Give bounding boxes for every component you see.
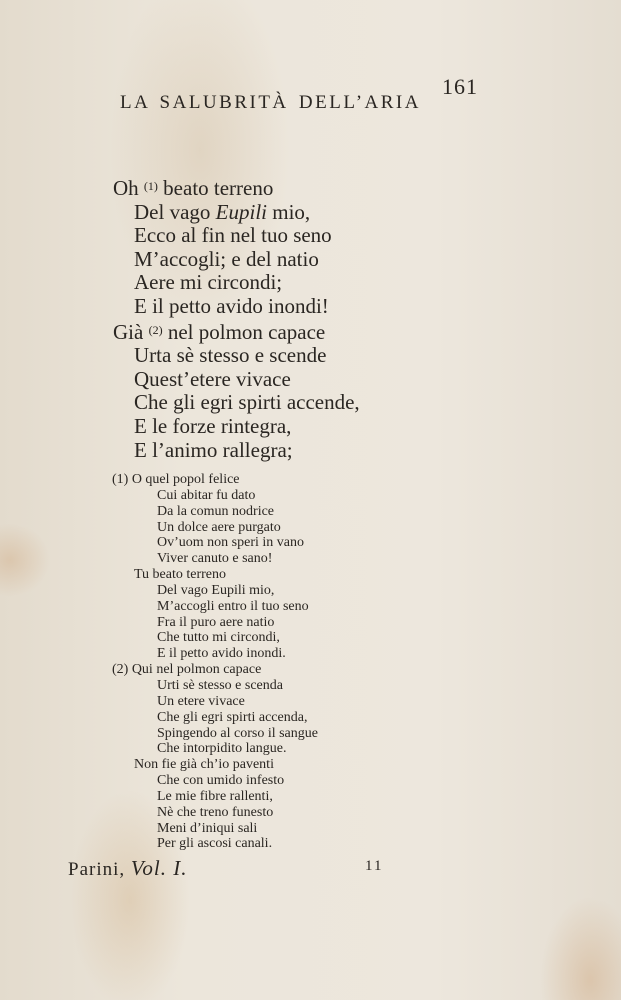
poem-line: Urta sè stesso e scende: [134, 343, 327, 368]
page-number: 161: [442, 74, 478, 99]
poem-line-text: Del vago: [134, 199, 216, 224]
poem-line: E il petto avido inondi!: [134, 293, 329, 318]
footnote-line: Che con umido infesto: [157, 773, 285, 789]
footnote-line: (1) O quel popol felice: [112, 472, 240, 487]
footnote-line: Che intorpidito langue.: [157, 741, 287, 757]
footnote-line: Nè che treno funesto: [157, 804, 274, 820]
footnote-line: Spingendo al corso il sangue: [157, 725, 318, 741]
poem-line: E le forze rintegra,: [134, 413, 292, 438]
poem-line: Aere mi circondi;: [134, 270, 283, 295]
footnote-line: Viver canuto e sano!: [157, 551, 273, 567]
poem-line: M’accogli; e del natio: [134, 246, 319, 271]
signature-number: 11: [365, 858, 384, 874]
footnote-line: Per gli ascosi canali.: [157, 836, 273, 852]
printer-signature: [68, 856, 187, 881]
footnote-line: Le mie fibre rallenti,: [157, 788, 273, 804]
footnote-line: Ov’uom non speri in vano: [157, 535, 304, 551]
footnote-line: Tu beato terreno: [134, 567, 227, 583]
page-title: LA SALUBRITÀ DELL’ARIA: [120, 92, 421, 113]
footnote-line: Non fie già ch’io paventi: [134, 757, 274, 773]
footnote-line: (2) Qui nel polmon capace: [112, 662, 262, 678]
footnote-line: Che gli egri spirti accenda,: [157, 709, 308, 725]
footnote-line: Un etere vivace: [157, 693, 245, 709]
poem-line: Quest’etere vivace: [134, 366, 291, 391]
footnote-line: Fra il puro aere natio: [157, 614, 275, 630]
footnote-line: Meni d’iniqui sali: [157, 820, 258, 836]
poem-line: E l’animo rallegra;: [134, 437, 293, 462]
footnote-marker: (1): [143, 179, 158, 193]
footnote-line: M’accogli entro il tuo seno: [157, 598, 309, 614]
poem-line-text: nel polmon capace: [162, 319, 326, 344]
poem-stanza: [113, 175, 360, 462]
poem-italic-word: Eupili: [215, 199, 267, 224]
footnote-line: E il petto avido inondi.: [157, 646, 286, 662]
footnote-line: Un dolce aere purgato: [157, 519, 281, 535]
poem-line-text: mio,: [267, 199, 311, 224]
footnote-line: Che tutto mi circondi,: [157, 630, 280, 646]
footnote-line: Del vago Eupili mio,: [157, 582, 275, 598]
poem-line: Che gli egri spirti accende,: [134, 390, 360, 415]
footnotes: [112, 472, 318, 852]
footnote-line: Cui abitar fu dato: [157, 487, 256, 503]
author-name: Parini,: [68, 859, 126, 880]
poem-line-text: beato terreno: [157, 176, 274, 200]
volume-label: Vol. I.: [130, 856, 188, 880]
poem-line: Ecco al fin nel tuo seno: [134, 223, 332, 248]
poem-line: [113, 201, 360, 225]
poem-line-text: Già: [113, 319, 149, 344]
footnote-marker: (2): [148, 322, 163, 337]
footnote-line: Da la comun nodrice: [157, 503, 275, 519]
poem-line: [113, 319, 360, 345]
footnote-line: Urti sè stesso e scenda: [157, 677, 283, 693]
poem-line-text: Oh: [113, 176, 144, 200]
poem-line: [113, 175, 360, 201]
